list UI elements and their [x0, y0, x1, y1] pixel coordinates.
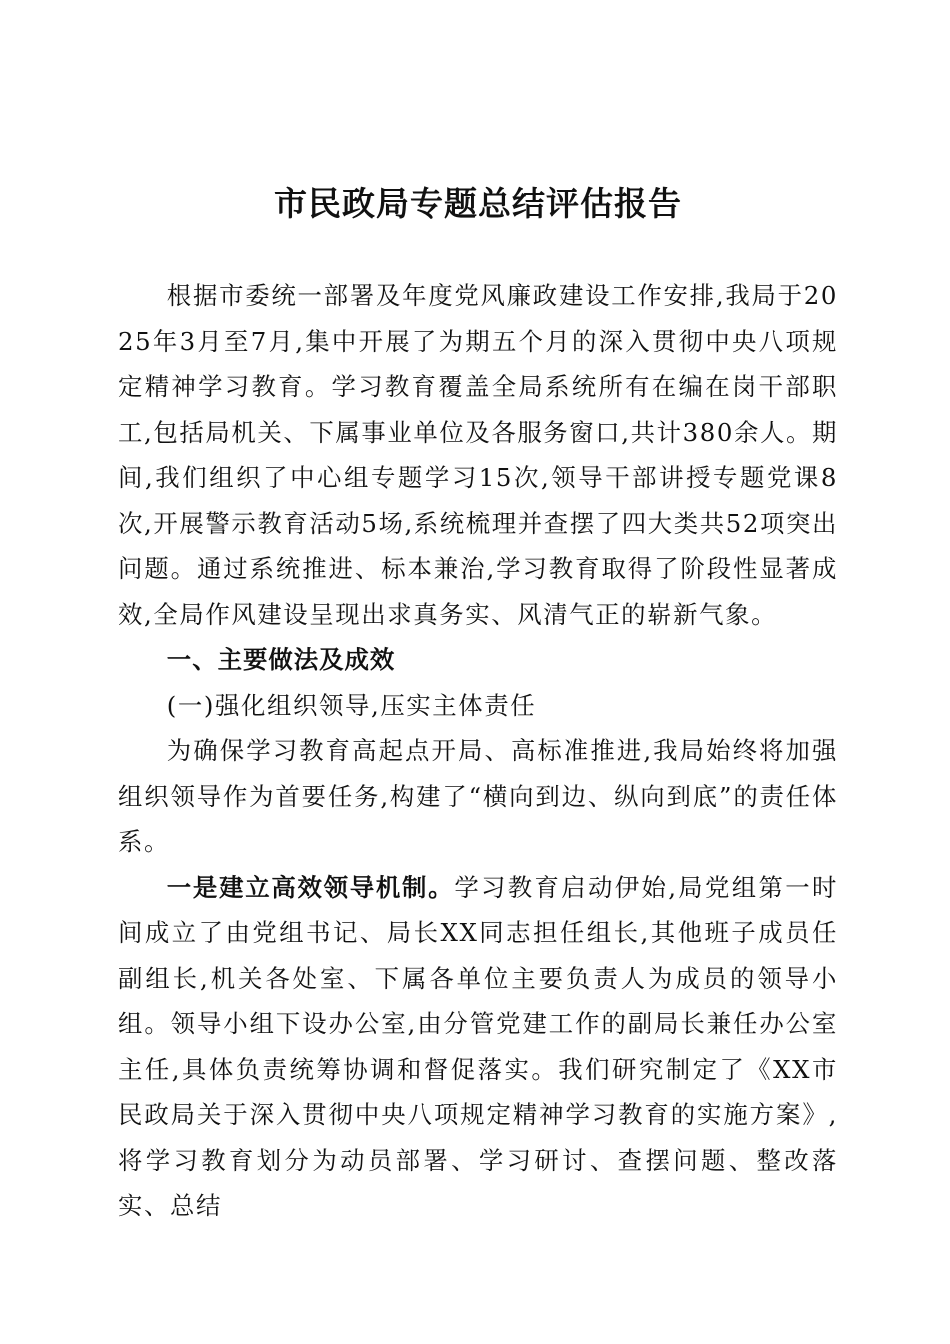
- subsection-paragraph: 为确保学习教育高起点开局、高标准推进,我局始终将加强组织领导作为首要任务,构建了“横向到边、纵向到底”的责任体系。: [118, 736, 838, 856]
- title-spacer: [118, 236, 838, 273]
- document-title: 市民政局专题总结评估报告: [274, 184, 682, 223]
- point-paragraph: [118, 865, 838, 1229]
- point-lead: 一是建立高效领导机制。: [166, 872, 455, 902]
- section-heading: 一、主要做法及成效: [166, 645, 396, 674]
- subsection-heading: (一)强化组织领导,压实主体责任: [166, 690, 537, 720]
- point-text: 学习教育启动伊始,局党组第一时间成立了由党组书记、局长XX同志担任组长,其他班子成员任副组长,机关各处室、下属各单位主要负责人为成员的领导小组。领导小组下设办公室,由分管党建工作的副局长兼任办公室主任,具体负责统筹协调和督促落实。我们研究制定了《XX市民政局关于深入贯彻中央八项规定精神学习教育的实施方案》,将学习教育划分为动员部署、学习研讨、查摆问题、整改落实、总结: [118, 872, 838, 1220]
- document-body: [118, 172, 838, 1229]
- intro-paragraph: 根据市委统一部署及年度党风廉政建设工作安排,我局于2025年3月至7月,集中开展了为期五个月的深入贯彻中央八项规定精神学习教育。学习教育覆盖全局系统所有在编在岗干部职工,包括局机关、下属事业单位及各服务窗口,共计380余人。期间,我们组织了中心组专题学习15次,领导干部讲授专题党课8次,开展警示教育活动5场,系统梳理并查摆了四大类共52项突出问题。通过系统推进、标本兼治,学习教育取得了阶段性显著成效,全局作风建设呈现出求真务实、风清气正的崭新气象。: [118, 281, 838, 629]
